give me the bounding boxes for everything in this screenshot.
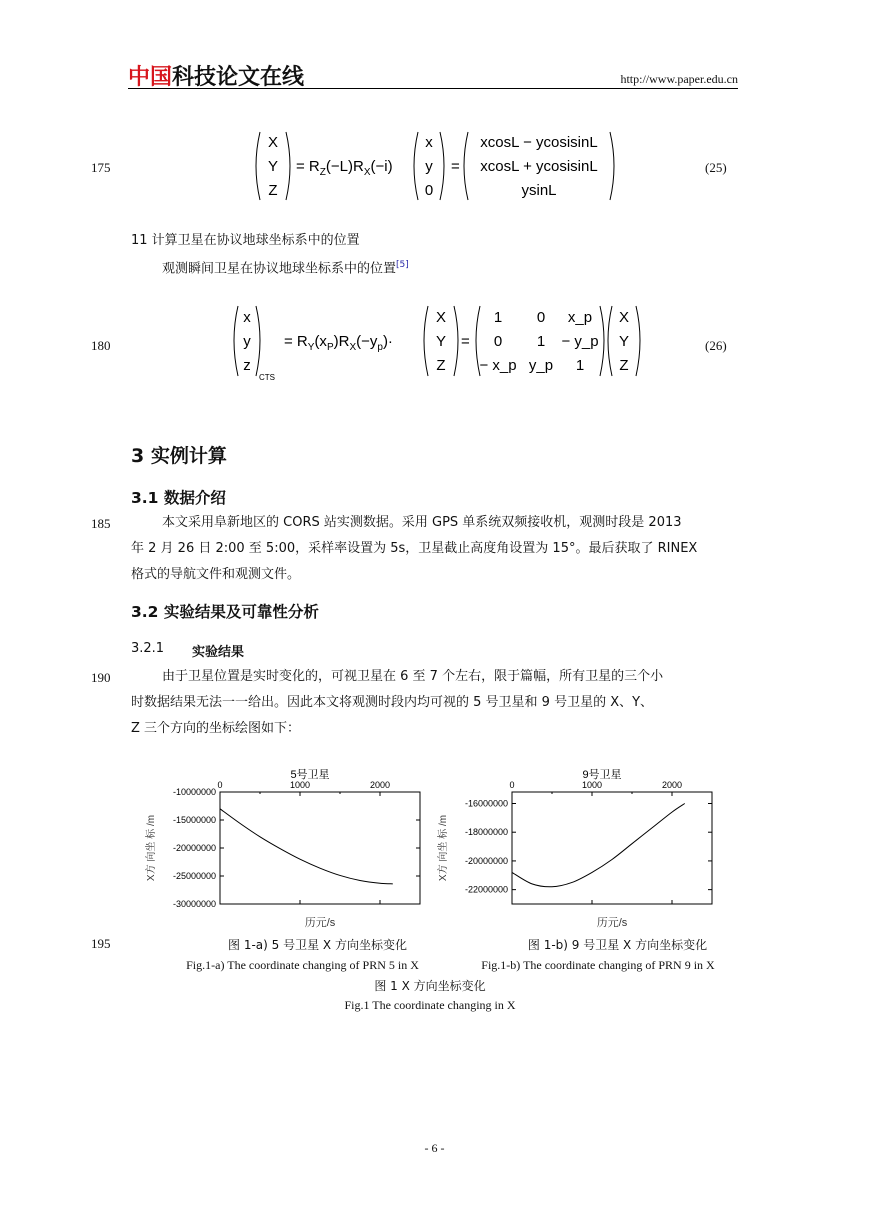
line-number-185: 185 bbox=[91, 516, 111, 531]
citation-link[interactable]: [5] bbox=[396, 260, 409, 270]
paragraph-185-line-2: 年 2 月 26 日 2:00 至 5:00，采样率设置为 5s，卫星截止高度角设置为 15°。最后获取了 RINEX bbox=[131, 541, 698, 556]
eq25-vec-1: y bbox=[425, 158, 433, 175]
eq26-lhs-subscript: CTS bbox=[259, 373, 275, 382]
equation-25 bbox=[248, 128, 618, 204]
x-tick-label: 2000 bbox=[369, 780, 391, 790]
eq25-lhs-2: Z bbox=[268, 182, 278, 199]
y-tick-label: -16000000 bbox=[464, 798, 508, 809]
eq26-operator: = $R_Y(x_P)R_X(-y_p)\cdot$ bbox=[284, 333, 393, 353]
journal-logo bbox=[128, 60, 304, 91]
paragraph-190-line-1: 由于卫星位置是实时变化的，可视卫星在 6 至 7 个左右，限于篇幅，所有卫星的三个小 bbox=[162, 669, 664, 684]
eq25-vec-0: x bbox=[425, 134, 433, 151]
header-rule bbox=[128, 88, 738, 89]
y-tick-label: -15000000 bbox=[172, 815, 216, 825]
eq25-operator: = $R_Z(-L)R_X(-i)$ bbox=[296, 158, 393, 178]
y-tick-label: -20000000 bbox=[172, 843, 216, 853]
matrix-cell: 0 bbox=[536, 309, 546, 326]
y-tick-label: -20000000 bbox=[464, 855, 508, 866]
bracket-right bbox=[636, 306, 640, 376]
caption-1b-en: Fig.1-b) The coordinate changing of PRN 9 in X bbox=[481, 958, 715, 972]
logo-black-text: 科技论文在线 bbox=[172, 65, 305, 90]
series-line bbox=[220, 809, 393, 884]
chart-title: 5号卫星 bbox=[290, 769, 330, 781]
x-tick-label: 0 bbox=[217, 780, 223, 790]
matrix-cell: 0 bbox=[493, 333, 503, 350]
bracket-left bbox=[464, 132, 468, 200]
bracket-right bbox=[454, 306, 458, 376]
eq25-rhs-0: xcosL − ycosisinL bbox=[480, 134, 598, 151]
section-3-heading: 3 实例计算 bbox=[131, 445, 227, 467]
x-tick-label: 1000 bbox=[581, 780, 603, 790]
chart-title: 9号卫星 bbox=[582, 769, 622, 781]
line-number-195: 195 bbox=[91, 936, 111, 951]
y-tick-label: -18000000 bbox=[464, 827, 508, 838]
caption-1b-cn: 图 1-b) 9 号卫星 X 方向坐标变化 bbox=[527, 938, 708, 952]
caption-1a-cn: 图 1-a) 5 号卫星 X 方向坐标变化 bbox=[228, 938, 407, 952]
bracket-left bbox=[608, 306, 612, 376]
bracket-right bbox=[286, 132, 290, 200]
equation-number-26: (26) bbox=[705, 338, 727, 353]
bracket-left bbox=[256, 132, 260, 200]
eq26-vec-2: Z bbox=[436, 357, 446, 374]
eq26-vec-1: Y bbox=[435, 333, 447, 350]
line-number-175: 175 bbox=[91, 160, 111, 175]
y-tick-label: -30000000 bbox=[172, 899, 216, 909]
bracket-right bbox=[600, 306, 604, 376]
eq26-vec-0: X bbox=[435, 309, 447, 326]
equation-number-25: (25) bbox=[705, 160, 727, 175]
chart-prn5 bbox=[140, 762, 430, 932]
eq26-lhs-2: z bbox=[243, 357, 251, 374]
y-axis-label: X方 向坐 标 /m bbox=[146, 814, 157, 882]
paragraph-185-line-3: 格式的导航文件和观测文件。 bbox=[131, 567, 301, 582]
x-tick-label: 0 bbox=[509, 780, 515, 790]
y-tick-label: -25000000 bbox=[172, 871, 216, 881]
matrix-cell: 1 bbox=[536, 333, 546, 350]
eq25-lhs-0: X bbox=[267, 134, 279, 151]
eq26-vec2-2: Z bbox=[619, 357, 629, 374]
matrix-cell: − y_p bbox=[561, 333, 599, 350]
x-axis-label: 历元/s bbox=[304, 917, 336, 929]
x-axis-label: 历元/s bbox=[596, 917, 628, 929]
equation-26 bbox=[228, 302, 648, 386]
eq25-equals: = bbox=[451, 158, 460, 175]
matrix-cell: x_p bbox=[567, 309, 593, 326]
caption-main-en: Fig.1 The coordinate changing in X bbox=[344, 998, 516, 1012]
chart-prn9 bbox=[432, 762, 722, 932]
bracket-right bbox=[256, 306, 260, 376]
paragraph-190-line-3: Z 三个方向的坐标绘图如下： bbox=[131, 721, 301, 736]
logo-red-text: 中国 bbox=[128, 65, 173, 90]
paragraph-190-line-2: 时数据结果无法一一给出。因此本文将观测时段内均可视的 5 号卫星和 9 号卫星的 X、Y、 bbox=[131, 695, 654, 710]
section-11-line: 观测瞬间卫星在协议地球坐标系中的位置[5] bbox=[162, 260, 409, 277]
eq25-rhs-2: ysinL bbox=[521, 182, 557, 199]
bracket-right bbox=[610, 132, 614, 200]
matrix-cell: 1 bbox=[493, 309, 503, 326]
bracket-left bbox=[424, 306, 428, 376]
bracket-left bbox=[414, 132, 418, 200]
y-tick-label: -22000000 bbox=[464, 884, 508, 895]
eq25-lhs-1: Y bbox=[267, 158, 279, 175]
bracket-right bbox=[440, 132, 444, 200]
paragraph-185-line-1: 本文采用阜新地区的 CORS 站实测数据。采用 GPS 单系统双频接收机，观测时段是 2013 bbox=[162, 515, 682, 530]
line-number-190: 190 bbox=[91, 670, 111, 685]
section-3-2-heading: 3.2 实验结果及可靠性分析 bbox=[131, 603, 319, 621]
caption-1a-en: Fig.1-a) The coordinate changing of PRN 5 in X bbox=[186, 958, 419, 972]
line-number-180: 180 bbox=[91, 338, 111, 353]
y-axis-label: X方 向坐 标 /m bbox=[438, 814, 449, 882]
y-tick-label: -10000000 bbox=[172, 787, 216, 797]
section-3-2-1-number: 3.2.1 bbox=[131, 641, 165, 656]
eq25-vec-2: 0 bbox=[424, 182, 434, 199]
eq26-lhs-0: x bbox=[243, 309, 251, 326]
x-tick-label: 1000 bbox=[289, 780, 311, 790]
plot-frame bbox=[220, 792, 420, 904]
caption-main-cn: 图 1 X 方向坐标变化 bbox=[374, 979, 486, 993]
bracket-left bbox=[234, 306, 238, 376]
series-line bbox=[512, 803, 685, 886]
matrix-cell: y_p bbox=[528, 357, 554, 374]
header-url[interactable]: http://www.paper.edu.cn bbox=[620, 72, 738, 86]
plot-frame bbox=[512, 792, 712, 904]
eq26-equals: = bbox=[461, 333, 470, 350]
eq26-vec2-1: Y bbox=[618, 333, 630, 350]
eq25-rhs-1: xcosL + ycosisinL bbox=[480, 158, 598, 175]
section-3-1-heading: 3.1 数据介绍 bbox=[131, 489, 226, 507]
section-11-title: 11 计算卫星在协议地球坐标系中的位置 bbox=[131, 233, 360, 248]
x-tick-label: 2000 bbox=[661, 780, 683, 790]
page-number: - 6 - bbox=[424, 1141, 445, 1155]
matrix-cell: 1 bbox=[575, 357, 585, 374]
matrix-cell: − x_p bbox=[479, 357, 517, 374]
eq26-vec2-0: X bbox=[618, 309, 630, 326]
eq26-lhs-1: y bbox=[243, 333, 251, 350]
section-3-2-1-title: 实验结果 bbox=[192, 645, 245, 660]
